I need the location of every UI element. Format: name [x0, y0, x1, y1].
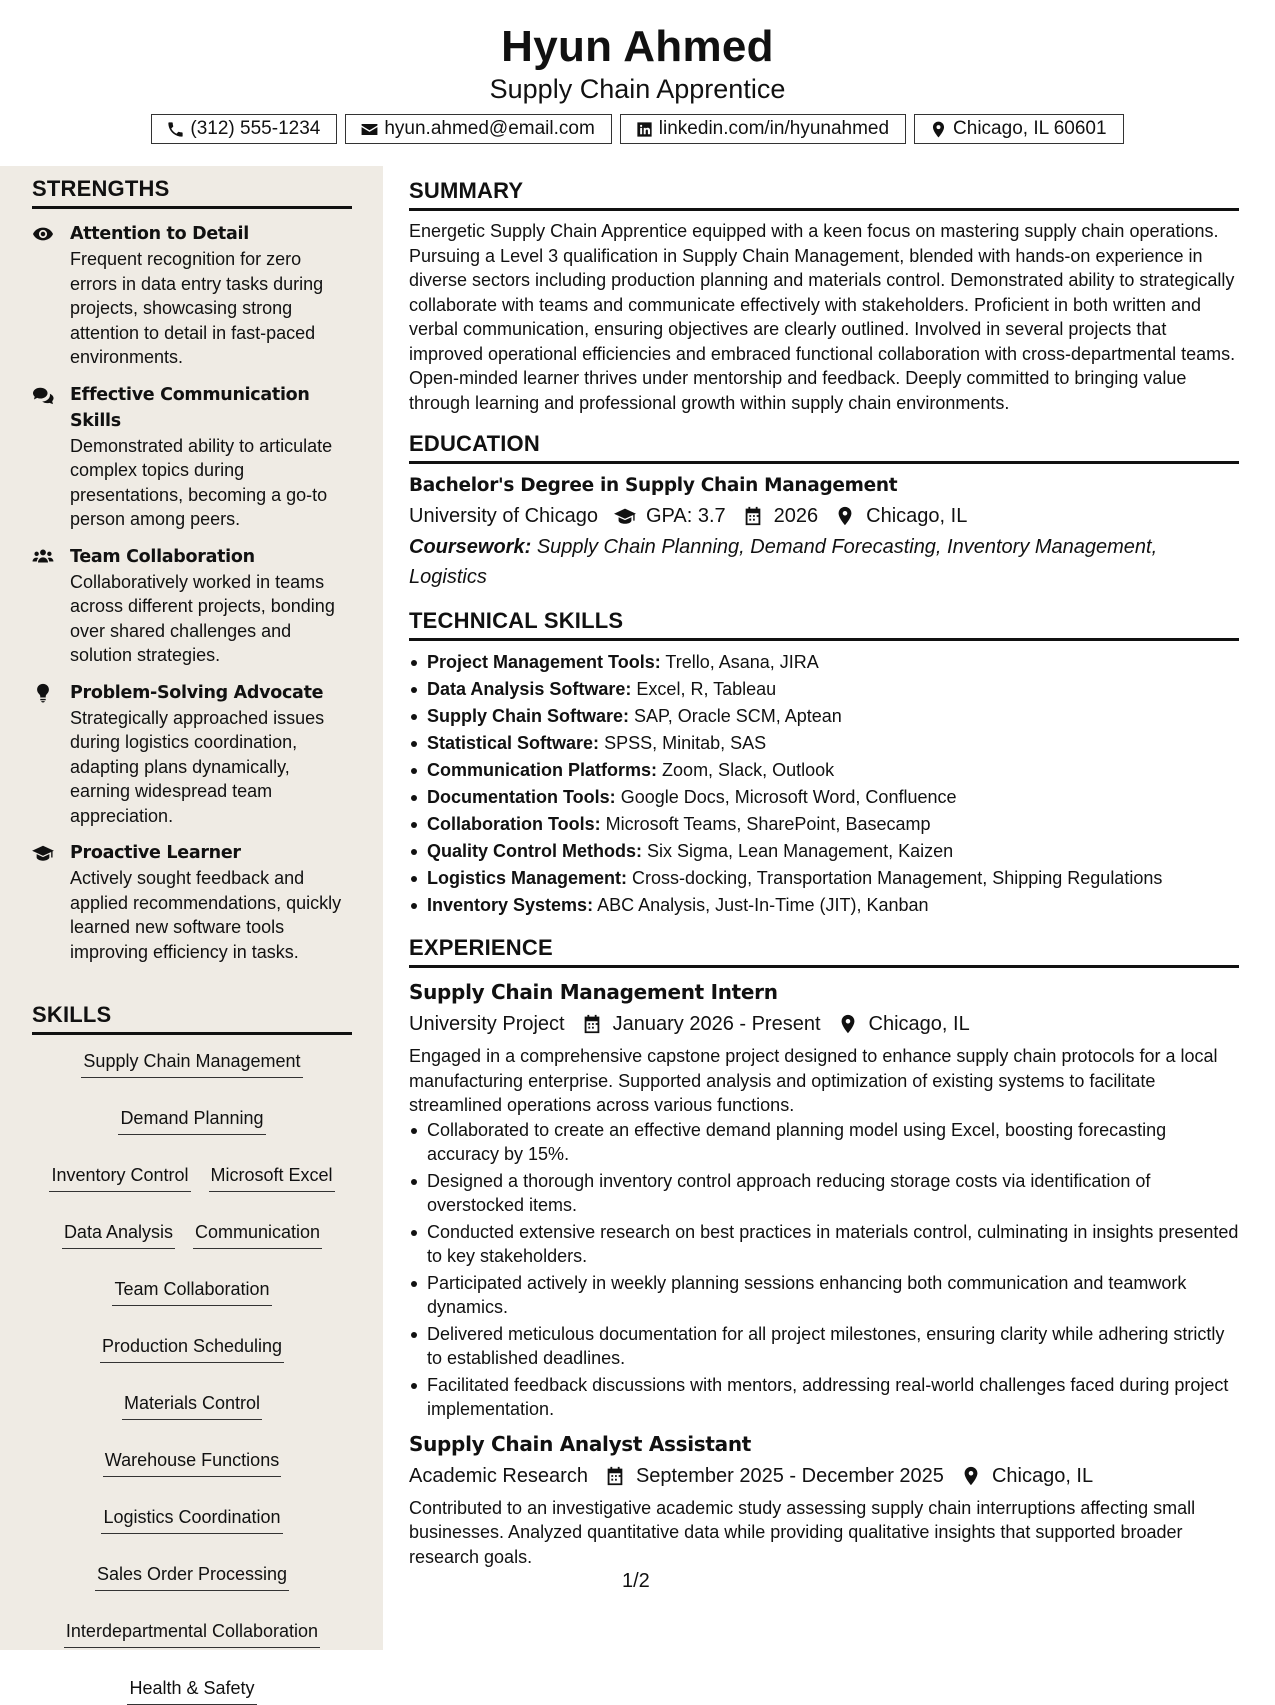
job-location: Chicago, IL [991, 1464, 1094, 1487]
list-item [409, 757, 1239, 784]
list-item [409, 811, 1239, 838]
envelope-icon [360, 120, 379, 139]
contact-bar [0, 114, 1275, 144]
strength-item [32, 221, 352, 370]
skill-tag: Data Analysis [62, 1220, 175, 1249]
skill-tag: Communication [193, 1220, 322, 1249]
list-item: Collaborated to create an effective demand planning model using Excel, boosting forecasting accuracy by 15%. [409, 1118, 1239, 1167]
job-desc: Engaged in a comprehensive capstone project designed to enhance supply chain protocols for a local manufacturing enterprise. Supported analysis and optimization of existing systems to facilitate streamlined operations across various functions. [409, 1046, 1218, 1115]
skills-section [32, 1002, 352, 1705]
skills-heading: SKILLS [32, 1002, 352, 1035]
candidate-name: Hyun Ahmed [501, 22, 774, 71]
skill-label: Data Analysis Software: [427, 679, 632, 699]
job-bullets [409, 1118, 1239, 1422]
job-org: University Project [409, 1013, 565, 1035]
calendar-icon [742, 505, 764, 527]
job-desc: Contributed to an investigative academic study assessing supply chain interruptions affecting small businesses. Analyzed quantitative data while providing qualitative insights that supported broader research goals. [409, 1497, 1196, 1567]
job-org: Academic Research [409, 1464, 588, 1487]
skill-tag: Demand Planning [118, 1106, 265, 1135]
list-item [409, 676, 1239, 703]
calendar-icon [604, 1465, 626, 1487]
contact-email[interactable] [345, 114, 611, 144]
skill-label: Supply Chain Software: [427, 706, 630, 726]
contact-phone[interactable] [151, 114, 337, 144]
skill-tag: Production Scheduling [100, 1334, 284, 1363]
summary-section [409, 178, 1239, 415]
strength-desc: Actively sought feedback and applied recommendations, quickly learned new software tools improving efficiency in tasks. [70, 868, 342, 962]
skill-label: Quality Control Methods: [427, 841, 642, 861]
skill-tag: Inventory Control [49, 1163, 190, 1192]
strength-title: Problem-Solving Advocate [70, 682, 324, 703]
map-marker-icon [834, 505, 856, 527]
map-marker-icon [929, 120, 948, 139]
graduation-cap-icon [614, 505, 636, 527]
skill-value: SPSS, Minitab, SAS [604, 733, 767, 753]
strength-title: Proactive Learner [70, 843, 241, 863]
calendar-icon [581, 1013, 603, 1035]
skill-tag: Warehouse Functions [103, 1448, 281, 1477]
strength-item [32, 544, 352, 668]
skill-tag: Supply Chain Management [81, 1049, 302, 1078]
strength-title: Effective Communication Skills [70, 384, 310, 431]
skill-label: Logistics Management: [427, 868, 628, 888]
skill-tag: Sales Order Processing [95, 1562, 289, 1591]
coursework-label: Coursework: [409, 536, 532, 558]
resume-header [0, 0, 1275, 166]
job-title: Supply Chain Management Intern [409, 980, 778, 1004]
contact-location[interactable] [914, 114, 1124, 144]
list-item: Delivered meticulous documentation for all project milestones, ensuring clarity while adhering strictly to established deadlines. [409, 1322, 1239, 1371]
strength-desc: Demonstrated ability to articulate complex topics during presentations, becoming a go-to person among peers. [70, 435, 333, 529]
skill-value: Google Docs, Microsoft Word, Confluence [620, 787, 957, 807]
skill-value: Six Sigma, Lean Management, Kaizen [647, 841, 954, 861]
technical-skills-list [409, 649, 1239, 919]
list-item [409, 703, 1239, 730]
strengths-section [32, 176, 352, 964]
job-dates: January 2026 - Present [612, 1013, 821, 1035]
skill-value: Zoom, Slack, Outlook [662, 760, 835, 780]
list-item [409, 892, 1239, 919]
page-number: 1/2 [622, 1570, 650, 1592]
school-name: University of Chicago [409, 505, 598, 527]
education-section [409, 431, 1239, 592]
skill-label: Communication Platforms: [427, 760, 658, 780]
strength-title: Attention to Detail [70, 224, 249, 244]
strength-item [32, 840, 352, 964]
list-item: Designed a thorough inventory control approach reducing storage costs via identification of overstocked items. [409, 1169, 1239, 1218]
skill-tag: Health & Safety [127, 1676, 256, 1705]
list-item [409, 784, 1239, 811]
summary-heading: SUMMARY [409, 178, 1239, 211]
strength-desc: Collaboratively worked in teams across different projects, bonding over shared challenges and solution strategies. [70, 571, 335, 665]
strength-item [32, 680, 352, 829]
job-location: Chicago, IL [868, 1013, 970, 1035]
skill-label: Collaboration Tools: [427, 814, 601, 834]
skill-value: SAP, Oracle SCM, Aptean [634, 706, 842, 726]
skill-tag: Team Collaboration [112, 1277, 271, 1306]
strengths-heading: STRENGTHS [32, 176, 352, 209]
graduation-year: 2026 [773, 505, 819, 527]
users-icon [32, 547, 54, 567]
experience-section [409, 935, 1239, 1569]
strength-item [32, 382, 352, 532]
strength-desc: Strategically approached issues during logistics coordination, adapting plans dynamically, earning widespread team appreciation. [70, 707, 325, 826]
job-meta [409, 1008, 1239, 1040]
email-text: hyun.ahmed@email.com [384, 118, 595, 139]
experience-heading: EXPERIENCE [409, 935, 1239, 968]
list-item: Facilitated feedback discussions with mentors, addressing real-world challenges faced during project implementation. [409, 1373, 1239, 1422]
skills-list [32, 1049, 352, 1705]
list-item: Conducted extensive research on best practices in materials control, culminating in insights presented to key stakeholders. [409, 1220, 1239, 1269]
coursework-list: Supply Chain Planning, Demand Forecasting, Inventory Management, Logistics [409, 536, 1158, 588]
graduation-cap-icon [32, 843, 54, 863]
gpa-value: GPA: 3.7 [645, 505, 726, 527]
skill-label: Inventory Systems: [427, 895, 594, 915]
phone-icon [166, 120, 185, 139]
list-item [409, 649, 1239, 676]
map-marker-icon [837, 1013, 859, 1035]
summary-text: Energetic Supply Chain Apprentice equipped with a keen focus on mastering supply chain operations. Pursuing a Level 3 qualification in Supply Chain Management, blended with hands-on experience in diverse sectors including production planning and materials control. Demonstrated ability to strategically collaborate with teams and communicate effectively with stakeholders. Proficient in both written and verbal communication, ensuring objectives are clearly outlined. Involved in several projects that improved operational efficiencies and embraced functional collaboration with cross-departmental teams. Open-minded learner thrives under mentorship and feedback. Deeply committed to bringing value through learning and professional growth within supply chain environments. [409, 221, 1236, 413]
list-item [409, 865, 1239, 892]
skill-value: Cross-docking, Transportation Management, Shipping Regulations [632, 868, 1163, 888]
map-marker-icon [960, 1465, 982, 1487]
degree-title: Bachelor's Degree in Supply Chain Management [409, 475, 898, 496]
linkedin-icon [635, 120, 654, 139]
strength-title: Team Collaboration [70, 546, 255, 567]
job-entry [409, 1428, 1239, 1570]
education-location: Chicago, IL [866, 505, 968, 527]
eye-icon [32, 224, 54, 244]
skill-label: Project Management Tools: [427, 652, 661, 672]
skill-value: Microsoft Teams, SharePoint, Basecamp [605, 814, 931, 834]
contact-linkedin[interactable] [620, 114, 906, 144]
education-heading: EDUCATION [409, 431, 1239, 464]
skill-label: Statistical Software: [427, 733, 600, 753]
phone-text: (312) 555-1234 [190, 118, 321, 139]
job-title: Supply Chain Analyst Assistant [409, 1431, 752, 1456]
technical-skills-section [409, 608, 1239, 919]
main-content [409, 178, 1239, 1585]
lightbulb-icon [32, 683, 54, 703]
list-item [409, 730, 1239, 757]
strength-desc: Frequent recognition for zero errors in data entry tasks during projects, showcasing strong attention to detail in fast-paced environments. [70, 249, 324, 367]
list-item: Participated actively in weekly planning sessions enhancing both communication and teamwork dynamics. [409, 1271, 1239, 1320]
skill-value: ABC Analysis, Just-In-Time (JIT), Kanban [597, 895, 929, 915]
linkedin-text: linkedin.com/in/hyunahmed [658, 118, 890, 139]
sidebar [0, 166, 383, 1698]
technical-skills-heading: TECHNICAL SKILLS [409, 608, 1239, 641]
skill-value: Trello, Asana, JIRA [665, 652, 819, 672]
skill-tag: Microsoft Excel [209, 1163, 335, 1192]
skill-tag: Materials Control [122, 1391, 262, 1420]
skill-tag: Interdepartmental Collaboration [64, 1619, 320, 1648]
comments-icon [32, 385, 54, 405]
location-text: Chicago, IL 60601 [953, 118, 1107, 139]
job-meta [409, 1460, 1239, 1492]
coursework [409, 532, 1239, 592]
skill-tag: Logistics Coordination [101, 1505, 282, 1534]
education-meta [409, 500, 1239, 532]
list-item [409, 838, 1239, 865]
job-dates: September 2025 - December 2025 [635, 1464, 944, 1487]
candidate-title: Supply Chain Apprentice [489, 74, 786, 104]
skill-label: Documentation Tools: [427, 787, 616, 807]
skill-value: Excel, R, Tableau [636, 679, 777, 699]
job-entry [409, 976, 1239, 1422]
